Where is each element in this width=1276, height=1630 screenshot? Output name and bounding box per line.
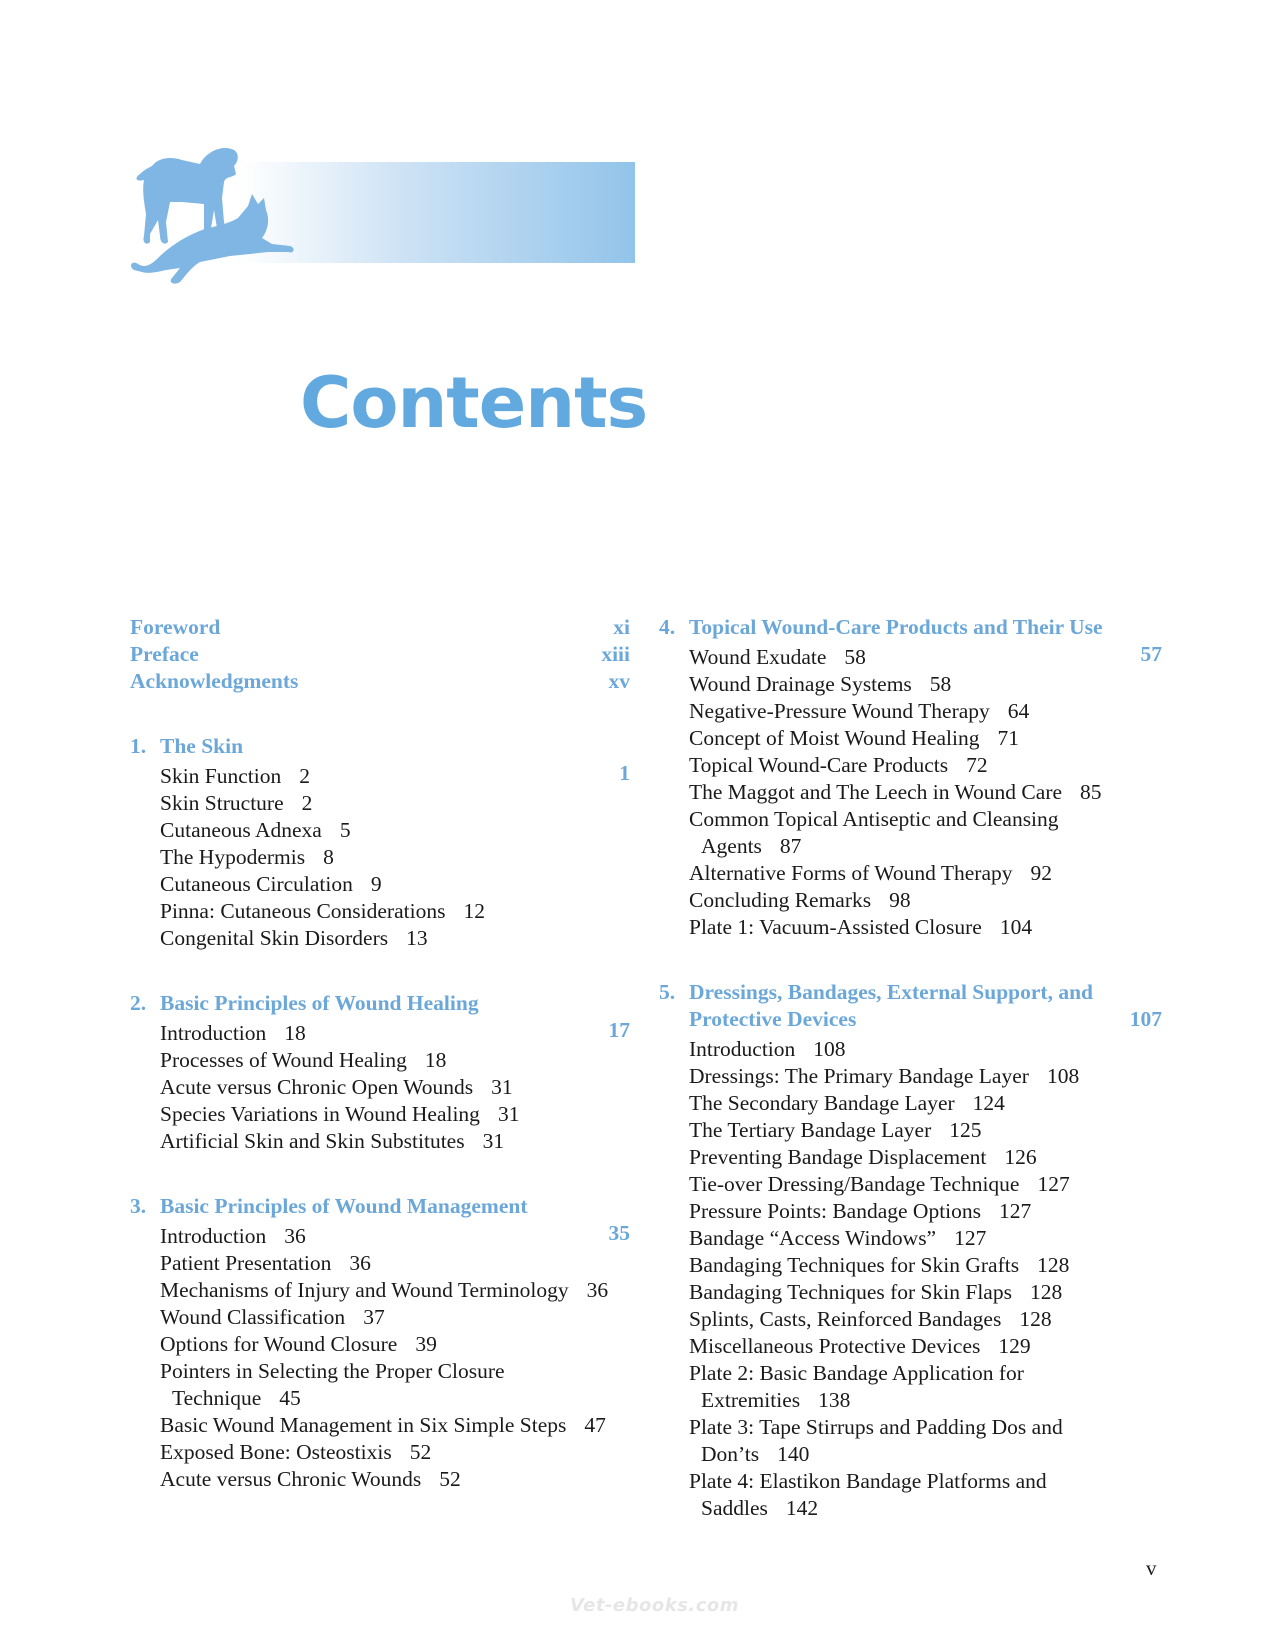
toc-entry-label: Acute versus Chronic Open Wounds: [160, 1075, 474, 1099]
toc-entry[interactable]: [160, 1358, 630, 1412]
toc-entry-page: 36: [284, 1224, 306, 1248]
toc-entry[interactable]: [689, 806, 1162, 860]
toc-entry-page: 18: [424, 1048, 447, 1072]
toc-entry[interactable]: [160, 1047, 630, 1074]
toc-entry[interactable]: [160, 763, 630, 790]
toc-entry[interactable]: [160, 1277, 630, 1304]
right-chapters: [659, 614, 1162, 1522]
toc-entry[interactable]: [689, 725, 1162, 752]
toc-entry[interactable]: [689, 1360, 1162, 1414]
toc-entry-page: 108: [1046, 1064, 1080, 1088]
toc-entry-page: 31: [497, 1102, 520, 1126]
toc-entry[interactable]: [689, 1144, 1162, 1171]
toc-entry[interactable]: [689, 752, 1162, 779]
toc-left-column: [130, 614, 630, 1493]
toc-entry-label: Congenital Skin Disorders: [160, 926, 389, 950]
toc-entry-label: Dressings: The Primary Bandage Layer: [689, 1064, 1029, 1088]
toc-entry-page: 8: [323, 845, 334, 869]
chapter-page: 107: [1129, 1007, 1162, 1031]
toc-entry-page: 5: [339, 818, 351, 842]
toc-entry[interactable]: [689, 1171, 1162, 1198]
toc-entry-label: The Secondary Bandage Layer: [689, 1091, 955, 1115]
page-title: Contents: [300, 362, 648, 444]
toc-chapter: [130, 990, 630, 1155]
toc-entry-page: 9: [370, 872, 382, 896]
toc-entry-page: 85: [1080, 780, 1102, 804]
chapter-number: 2.: [130, 991, 147, 1015]
chapter-page: 17: [608, 1018, 630, 1042]
toc-entry-label: Patient Presentation: [160, 1251, 332, 1275]
toc-entry-label: Plate 2: Basic Bandage Application for Extremities: [689, 1361, 1024, 1412]
chapter-page: 1: [619, 761, 630, 785]
toc-entry-label: Acute versus Chronic Wounds: [160, 1467, 422, 1491]
toc-entry-page: 45: [279, 1386, 301, 1410]
toc-entry[interactable]: [689, 671, 1162, 698]
toc-entry-label: Introduction: [689, 1037, 796, 1061]
toc-entry-page: 87: [779, 834, 802, 858]
toc-entry[interactable]: [689, 698, 1162, 725]
toc-entry-label: Bandage “Access Windows”: [689, 1226, 937, 1250]
toc-entry[interactable]: [689, 1414, 1162, 1468]
toc-entry[interactable]: [689, 1306, 1162, 1333]
toc-entry-list: [659, 644, 1162, 941]
chapter-page: 35: [608, 1221, 630, 1245]
toc-chapter-heading[interactable]: [659, 979, 1162, 1033]
header-banner: [130, 138, 635, 298]
toc-entry-page: 126: [1004, 1145, 1037, 1169]
toc-entry[interactable]: [689, 860, 1162, 887]
toc-entry[interactable]: [160, 1466, 630, 1493]
toc-entry-page: 108: [813, 1037, 846, 1061]
toc-entry-page: 72: [966, 753, 988, 777]
toc-entry[interactable]: [689, 1117, 1162, 1144]
toc-entry-label: Pinna: Cutaneous Considerations: [160, 899, 446, 923]
toc-chapter: [659, 614, 1162, 941]
toc-entry[interactable]: [689, 779, 1162, 806]
toc-entry-label: Tie-over Dressing/Bandage Technique: [689, 1172, 1020, 1196]
toc-entry-page: 124: [972, 1091, 1005, 1115]
toc-entry-page: 128: [1029, 1280, 1063, 1304]
toc-entry[interactable]: [689, 1279, 1162, 1306]
toc-chapter: [130, 1193, 630, 1493]
toc-entry-label: Common Topical Antiseptic and Cleansing Agents: [689, 807, 1059, 858]
toc-entry-page: 36: [586, 1278, 609, 1302]
toc-entry[interactable]: [689, 1198, 1162, 1225]
toc-entry-page: 125: [949, 1118, 982, 1142]
toc-entry-page: xiii: [601, 642, 630, 666]
toc-entry-page: 47: [584, 1413, 606, 1437]
toc-entry-label: Pressure Points: Bandage Options: [689, 1199, 982, 1223]
toc-chapter: [130, 733, 630, 952]
toc-entry-page: xi: [613, 615, 630, 639]
toc-entry-label: Plate 1: Vacuum-Assisted Closure: [689, 915, 982, 939]
toc-entry-page: 142: [785, 1496, 819, 1520]
chapter-number: 4.: [659, 615, 676, 639]
toc-entry[interactable]: [160, 871, 630, 898]
toc-entry-page: 128: [1019, 1307, 1052, 1331]
toc-entry-label: Options for Wound Closure: [160, 1332, 398, 1356]
toc-chapter: [659, 979, 1162, 1522]
toc-entry[interactable]: [689, 1252, 1162, 1279]
toc-entry-page: 64: [1007, 699, 1030, 723]
chapter-number: 3.: [130, 1194, 147, 1218]
chapter-title: Basic Principles of Wound Healing: [160, 991, 479, 1015]
toc-entry-page: 37: [363, 1305, 385, 1329]
toc-entry-page: 127: [1037, 1172, 1070, 1196]
toc-entry-label: Topical Wound-Care Products: [689, 753, 949, 777]
toc-entry[interactable]: [689, 644, 1162, 671]
dog-and-cat-silhouette-icon: [130, 138, 310, 298]
toc-entry-label: Alternative Forms of Wound Therapy: [689, 861, 1013, 885]
toc-entry-page: 92: [1030, 861, 1052, 885]
toc-entry-label: Basic Wound Management in Six Simple Steps: [160, 1413, 567, 1437]
toc-front-entry[interactable]: [130, 641, 630, 668]
toc-entry-label: Species Variations in Wound Healing: [160, 1102, 480, 1126]
toc-entry-label: Miscellaneous Protective Devices: [689, 1334, 981, 1358]
toc-entry-label: Splints, Casts, Reinforced Bandages: [689, 1307, 1002, 1331]
page-number: v: [1146, 1556, 1157, 1580]
toc-entry[interactable]: [160, 925, 630, 952]
toc-entry-page: 128: [1037, 1253, 1070, 1277]
toc-entry-label: Wound Drainage Systems: [689, 672, 912, 696]
toc-entry-label: Introduction: [160, 1224, 267, 1248]
toc-entry-page: 36: [349, 1251, 371, 1275]
toc-entry-label: Exposed Bone: Osteostixis: [160, 1440, 392, 1464]
toc-entry-page: xv: [608, 669, 630, 693]
toc-entry-label: Concluding Remarks: [689, 888, 872, 912]
toc-entry-label: Skin Structure: [160, 791, 284, 815]
toc-entry-list: [130, 1020, 630, 1155]
toc-entry[interactable]: [689, 1225, 1162, 1252]
toc-entry-label: Introduction: [160, 1021, 267, 1045]
toc-entry-label: Foreword: [130, 615, 221, 639]
toc-entry[interactable]: [160, 1304, 630, 1331]
chapter-number: 5.: [659, 980, 676, 1004]
toc-entry-label: Artificial Skin and Skin Substitutes: [160, 1129, 465, 1153]
toc-entry-label: The Maggot and The Leech in Wound Care: [689, 780, 1063, 804]
chapter-title: Basic Principles of Wound Management: [160, 1194, 528, 1218]
toc-entry-page: 98: [889, 888, 911, 912]
toc-entry-label: The Tertiary Bandage Layer: [689, 1118, 932, 1142]
toc-entry-page: 58: [929, 672, 952, 696]
toc-entry-page: 58: [844, 645, 866, 669]
toc-front-entry[interactable]: [130, 668, 630, 695]
toc-right-column: [659, 614, 1162, 1522]
toc-entry-page: 31: [491, 1075, 513, 1099]
toc-entry-page: 18: [284, 1021, 306, 1045]
chapter-title: The Skin: [160, 734, 244, 758]
left-chapters: [130, 733, 630, 1493]
toc-entry[interactable]: [160, 1074, 630, 1101]
toc-entry-page: 52: [409, 1440, 432, 1464]
toc-entry-label: Processes of Wound Healing: [160, 1048, 407, 1072]
toc-entry-label: Acknowledgments: [130, 669, 299, 693]
toc-entry-page: 127: [954, 1226, 987, 1250]
toc-entry-label: Wound Exudate: [689, 645, 827, 669]
toc-entry[interactable]: [689, 887, 1162, 914]
toc-entry[interactable]: [689, 1036, 1162, 1063]
toc-entry[interactable]: [689, 1468, 1162, 1522]
toc-entry-label: Plate 3: Tape Stirrups and Padding Dos and Don’ts: [689, 1415, 1063, 1466]
toc-front-entry[interactable]: [130, 614, 630, 641]
toc-entry-label: Pointers in Selecting the Proper Closure Technique: [160, 1359, 505, 1410]
toc-entry-page: 52: [439, 1467, 461, 1491]
toc-entry-list: [659, 1036, 1162, 1522]
toc-entry-label: Mechanisms of Injury and Wound Terminology: [160, 1278, 569, 1302]
toc-entry[interactable]: [160, 1128, 630, 1155]
toc-entry-page: 138: [818, 1388, 851, 1412]
toc-entry-page: 71: [997, 726, 1019, 750]
toc-entry-list: [130, 763, 630, 952]
toc-entry[interactable]: [160, 898, 630, 925]
toc-entry[interactable]: [160, 1223, 630, 1250]
toc-entry-page: 2: [299, 764, 311, 788]
toc-entry-label: Skin Function: [160, 764, 282, 788]
chapter-title: Dressings, Bandages, External Support, and Protective Devices: [689, 980, 1094, 1031]
toc-entry[interactable]: [160, 790, 630, 817]
toc-entry-page: 12: [463, 899, 485, 923]
toc-entry-label: Wound Classification: [160, 1305, 346, 1329]
toc-entry-label: Preface: [130, 642, 199, 666]
toc-entry[interactable]: [160, 1412, 630, 1439]
toc-entry[interactable]: [160, 1250, 630, 1277]
toc-entry[interactable]: [160, 1439, 630, 1466]
chapter-title: Topical Wound-Care Products and Their Use: [689, 615, 1103, 639]
watermark-logo: Vet-ebooks.com: [570, 1595, 740, 1616]
toc-entry-label: Preventing Bandage Displacement: [689, 1145, 987, 1169]
toc-entry-label: Bandaging Techniques for Skin Grafts: [689, 1253, 1020, 1277]
toc-entry-page: 31: [482, 1129, 505, 1153]
toc-entry-label: Negative-Pressure Wound Therapy: [689, 699, 990, 723]
front-matter: [130, 614, 630, 695]
toc-entry-label: The Hypodermis: [160, 845, 306, 869]
toc-entry-page: 129: [998, 1334, 1031, 1358]
toc-entry-label: Bandaging Techniques for Skin Flaps: [689, 1280, 1012, 1304]
toc-entry-page: 39: [415, 1332, 437, 1356]
toc-entry[interactable]: [689, 914, 1162, 941]
toc-entry-page: 2: [301, 791, 313, 815]
toc-entry-page: 140: [777, 1442, 810, 1466]
toc-entry[interactable]: [160, 1101, 630, 1128]
toc-entry[interactable]: [689, 1090, 1162, 1117]
toc-entry-label: Concept of Moist Wound Healing: [689, 726, 980, 750]
toc-entry-label: Plate 4: Elastikon Bandage Platforms and Saddles: [689, 1469, 1047, 1520]
toc-entry-page: 104: [999, 915, 1033, 939]
toc-entry[interactable]: [160, 844, 630, 871]
toc-entry-page: 127: [999, 1199, 1032, 1223]
toc-entry-label: Cutaneous Circulation: [160, 872, 353, 896]
toc-entry[interactable]: [160, 817, 630, 844]
toc-entry[interactable]: [689, 1063, 1162, 1090]
toc-entry-label: Cutaneous Adnexa: [160, 818, 322, 842]
toc-entry-list: [130, 1223, 630, 1493]
toc-entry-page: 13: [406, 926, 428, 950]
toc-entry[interactable]: [160, 1020, 630, 1047]
chapter-page: 57: [1140, 642, 1162, 666]
chapter-number: 1.: [130, 734, 147, 758]
toc-entry[interactable]: [160, 1331, 630, 1358]
toc-entry[interactable]: [689, 1333, 1162, 1360]
